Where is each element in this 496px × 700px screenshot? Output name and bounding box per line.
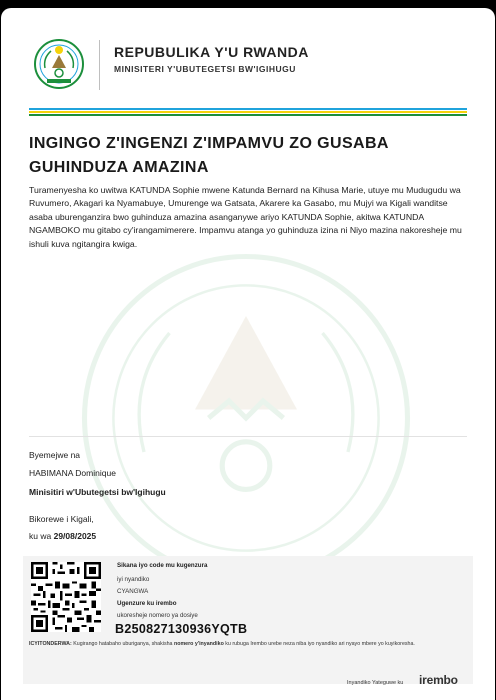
flag-stripes [29,108,467,116]
header-divider [99,40,100,90]
screen-top-bar [0,0,496,8]
verify-instruction-sub: ukoresheje nomero ya dosiye [117,612,198,619]
qr-code-icon[interactable] [31,562,101,632]
verification-box [23,556,473,684]
document-title [29,132,469,180]
issued-date-row [29,531,96,541]
notice-label: ICYITONDERWA: [29,641,72,647]
emblem-watermark [76,248,416,588]
body-paragraph: Turamenyesha ko uwitwa KATUNDA Sophie mwene Katunda Bernard na Kihusa Marie, utuye mu Mudugudu wa Ruvumero, Akagari ka Nyamabuye, Umurenge wa Gatsata, Akarere ka Gasabo, mu Mujyi wa Kigali wanditse asaba uburenganzira bwo guhinduza amazina asanganywe ariyo KATUNDA Sophie, akitwa KATUNDA NGAMBOKO mu gitabo cy'irangamimerere. Impamvu atanga yo guhinduza izina ni Niyo mazina nakoresheje mu ishuli kuva ngitangira kwiga. [29,185,462,249]
issued-date: 29/08/2025 [53,531,97,541]
verify-instruction-title: Ugenzure ku irembo [117,600,177,607]
signature-label: Byemejwe na [29,450,81,460]
title-line-1: INGINGO Z'INGENZI Z'IMPAMVU ZO GUSABA [29,135,389,152]
document-page [1,8,495,700]
issued-date-prefix: ku wa [29,531,52,541]
document-header [29,38,469,98]
issued-place: Bikorewe i Kigali, [29,514,94,524]
scan-instruction-sub: iyi nyandiko [117,576,150,583]
signatory-title: Minisitiri w'Ubutegetsi bw'Igihugu [29,487,166,497]
notice-part-1: Kugirango hatabaho uburiganya, shakisha [71,641,174,647]
notice-text [29,640,469,649]
ministry-name: MINISITERI Y'UBUTEGETSI BW'IGIHUGU [114,64,296,74]
footer-prepared-by: Inyandiko Yateguwe ku [347,680,404,686]
document-code: B250827130936YQTB [115,622,248,636]
notice-part-2: ku rubuga Irembo urebe neza niba iyo nyandiko ari nyayo mbere yo kuyikoresha. [223,641,415,647]
republic-name: REPUBULIKA Y'U RWANDA [114,44,309,60]
rwanda-seal-icon [33,38,85,90]
irembo-logo: irembo [419,673,458,687]
section-divider [29,436,467,437]
notice-bold: nomero y'inyandiko [173,641,224,647]
title-line-2: GUHINDUZA AMAZINA [29,159,209,176]
signatory-name: HABIMANA Dominique [29,468,116,478]
scan-instruction-title: Sikana iyo code mu kugenzura [117,562,208,569]
or-label: CYANGWA [117,588,149,595]
